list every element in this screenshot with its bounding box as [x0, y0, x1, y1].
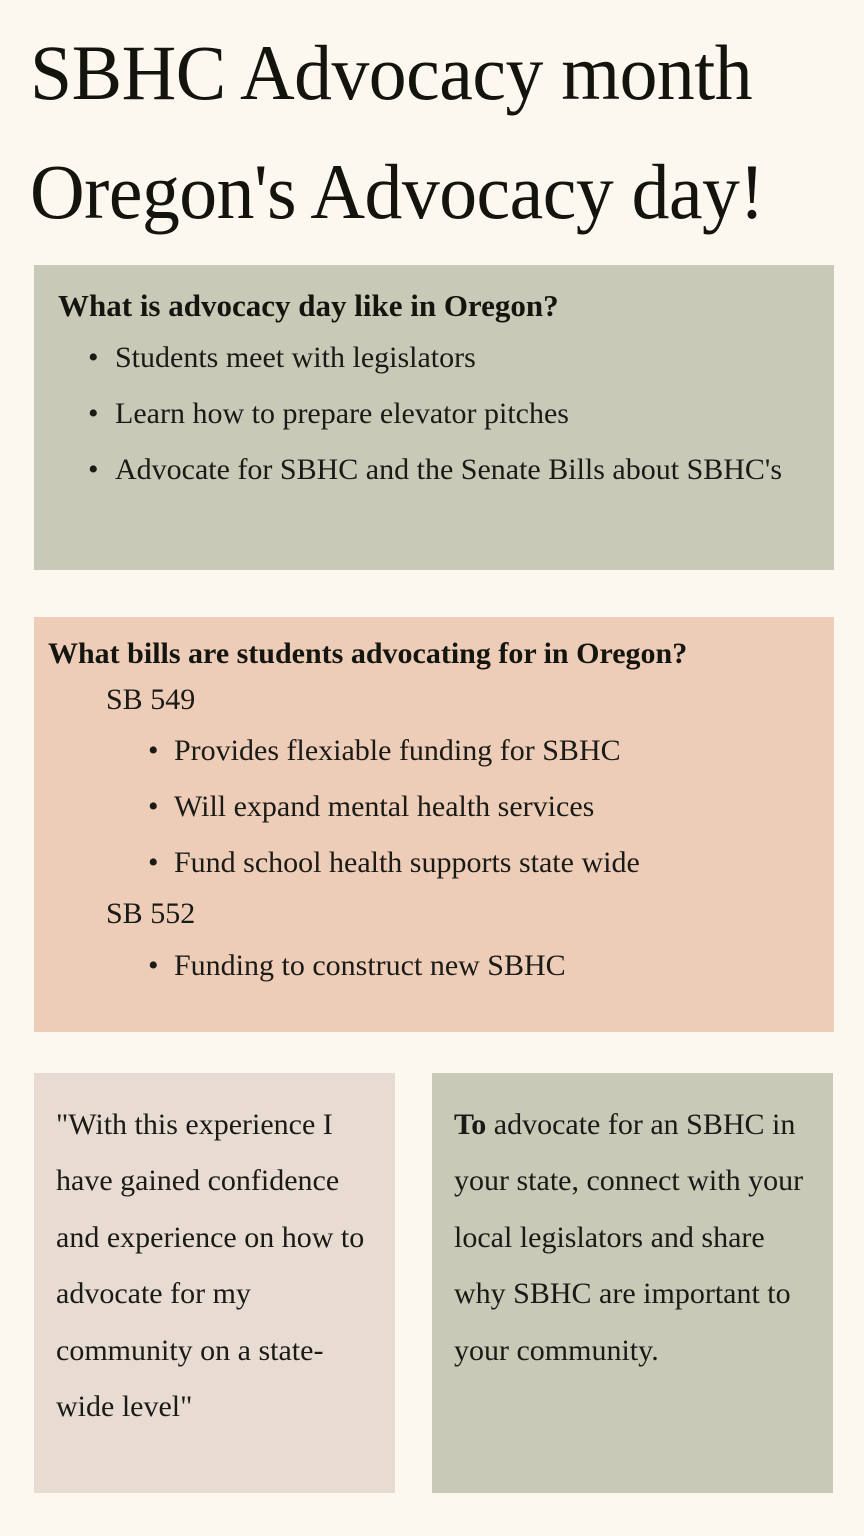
bullet-dot-icon: •	[88, 452, 99, 486]
list-item-label: Learn how to prepare elevator pitches	[115, 396, 569, 430]
card-bills-heading: What bills are students advocating for in Oregon?	[48, 637, 688, 670]
call-to-action-body: advocate for an SBHC in your state, connect with your local legislators and share why SBHC are important to your community.	[454, 1108, 804, 1367]
bills-sb552-bullet-list	[42, 938, 818, 994]
list-item-label: Provides flexiable funding for SBHC	[174, 734, 621, 767]
bills-sb549-bullet-list	[42, 723, 818, 891]
list-item	[58, 330, 816, 386]
bullet-dot-icon: •	[88, 340, 99, 374]
list-item-label: Fund school health supports state wide	[174, 846, 640, 880]
list-item-label: Students meet with legislators	[115, 340, 476, 374]
bullet-dot-icon: •	[148, 948, 159, 982]
list-item-label: Will expand mental health services	[174, 790, 595, 824]
list-item	[42, 779, 818, 835]
list-item-label: Funding to construct new SBHC	[174, 948, 566, 982]
list-item	[42, 723, 818, 779]
list-item	[58, 386, 816, 442]
card-advocacy-day	[34, 265, 834, 570]
call-to-action-lead: To	[454, 1108, 487, 1141]
bullet-dot-icon: •	[148, 734, 159, 767]
list-item	[42, 835, 818, 891]
bullet-dot-icon: •	[148, 790, 159, 824]
list-item	[42, 938, 818, 994]
call-to-action-text	[454, 1097, 819, 1379]
list-item	[58, 442, 816, 498]
list-item-label: Advocate for SBHC and the Senate Bills about SBHC's	[115, 452, 783, 486]
bullet-dot-icon: •	[148, 846, 159, 880]
card-advocacy-day-heading: What is advocacy day like in Oregon?	[58, 288, 559, 323]
page-title	[30, 14, 840, 251]
bill-label-sb-552: SB 552	[106, 897, 196, 931]
card-student-quote	[34, 1073, 395, 1493]
card-bills	[34, 617, 834, 1032]
bullet-dot-icon: •	[88, 396, 99, 430]
page-title-line-2: Oregon's Advocacy day!	[30, 147, 765, 235]
card-call-to-action	[432, 1073, 833, 1493]
bill-label-sb-549: SB 549	[106, 682, 196, 716]
student-quote-text: "With this experience I have gained confidence and experience on how to advocate for my community on a state-wide level"	[56, 1108, 365, 1423]
advocacy-day-bullet-list	[58, 330, 816, 498]
page-title-line-1: SBHC Advocacy month	[30, 29, 753, 116]
